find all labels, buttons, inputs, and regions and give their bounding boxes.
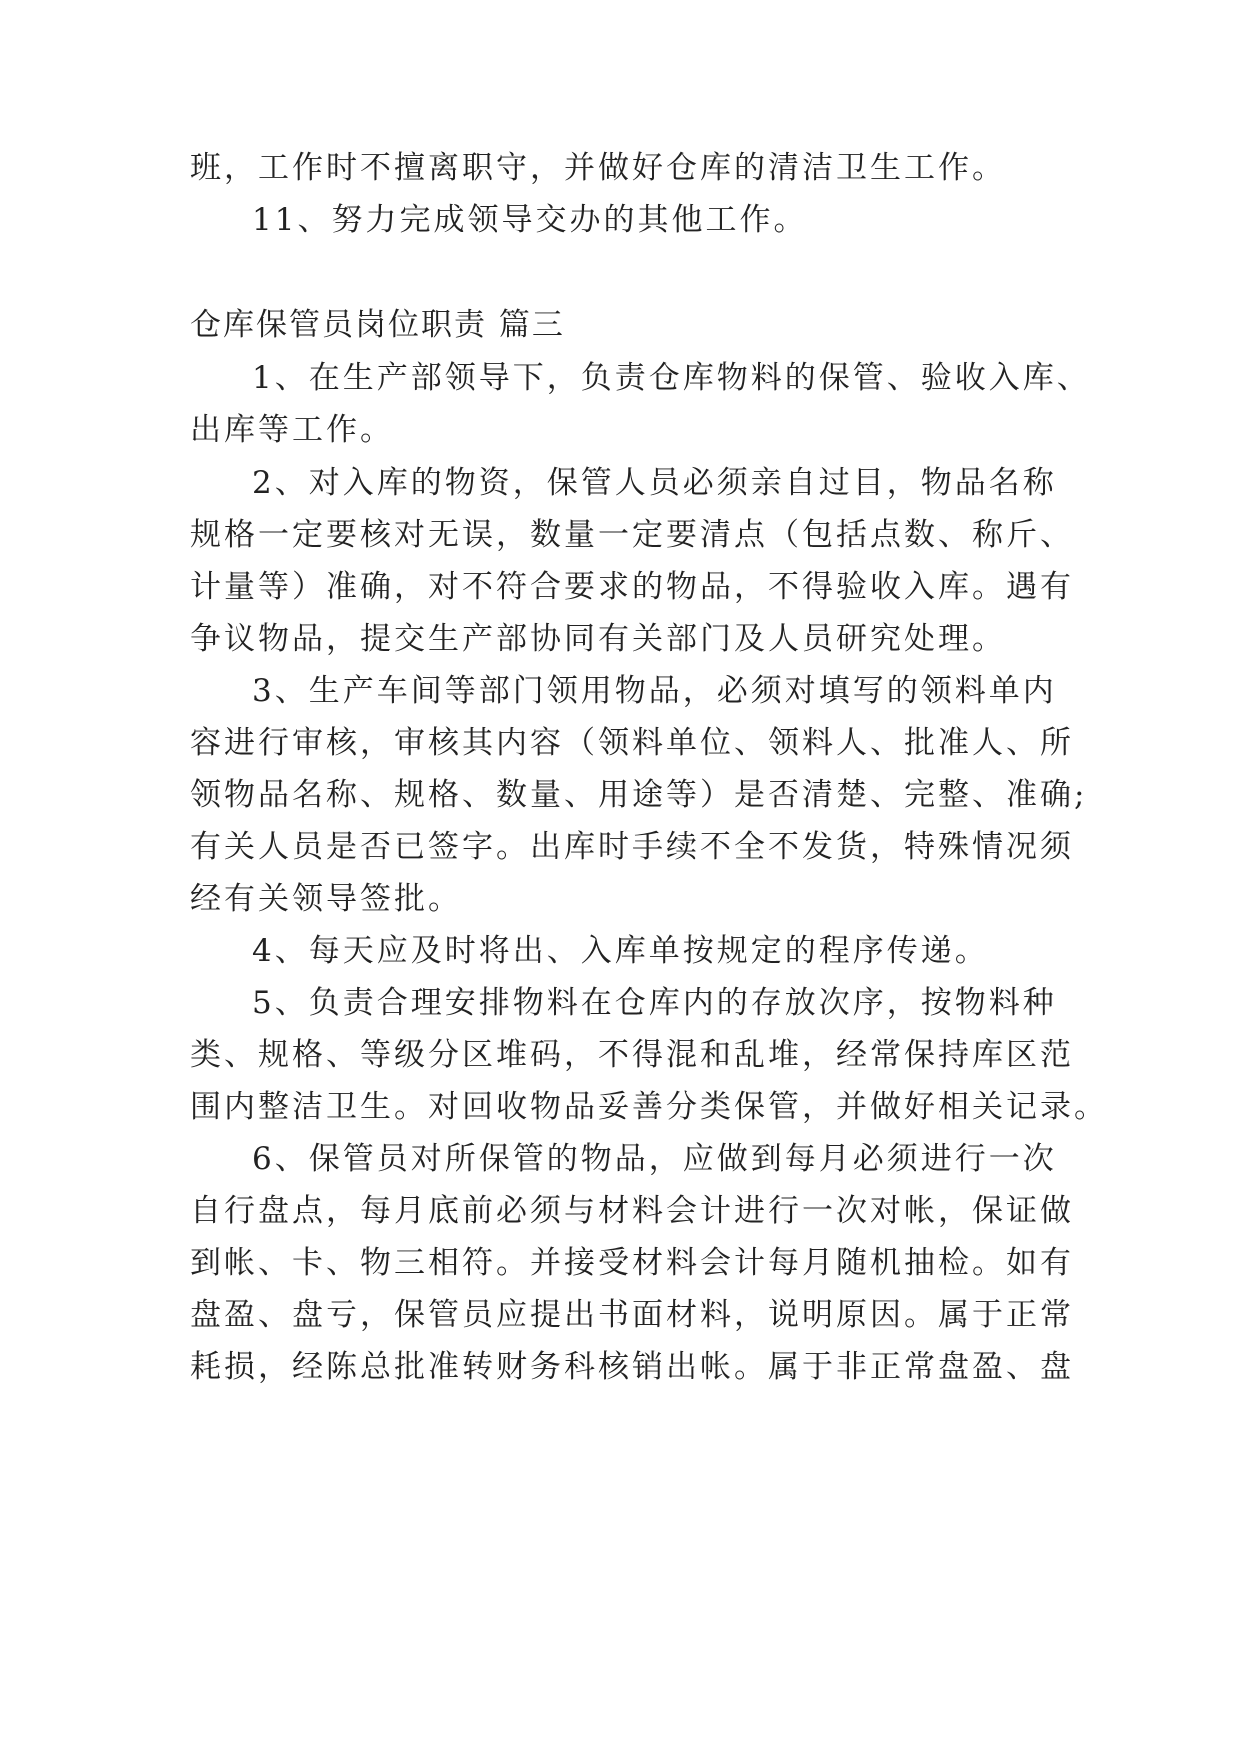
paragraph-3-line-1: 3、生产车间等部门领用物品，必须对填写的领料单内: [252, 673, 1057, 709]
paragraph-6-line-1: 6、保管员对所保管的物品，应做到每月必须进行一次: [252, 1141, 1057, 1177]
paragraph-3-line-5: 经有关领导签批。: [190, 881, 462, 917]
paragraph-11: 11、努力完成领导交办的其他工作。: [252, 202, 808, 238]
paragraph-1-line-2: 出库等工作。: [190, 412, 394, 448]
paragraph-1-line-1: 1、在生产部领导下，负责仓库物料的保管、验收入库、: [252, 360, 1091, 396]
paragraph-5-line-1: 5、负责合理安排物料在仓库内的存放次序，按物料种: [252, 985, 1057, 1021]
paragraph-2-line-4: 争议物品，提交生产部协同有关部门及人员研究处理。: [190, 621, 1006, 657]
paragraph-6-line-4: 盘盈、盘亏，保管员应提出书面材料，说明原因。属于正常: [190, 1297, 1074, 1333]
paragraph-6-line-3: 到帐、卡、物三相符。并接受材料会计每月随机抽检。如有: [190, 1245, 1074, 1281]
paragraph-5-line-3: 围内整洁卫生。对回收物品妥善分类保管，并做好相关记录。: [190, 1089, 1108, 1125]
paragraph-3-line-2: 容进行审核，审核其内容（领料单位、领料人、批准人、所: [190, 725, 1074, 761]
paragraph-2-line-2: 规格一定要核对无误，数量一定要清点（包括点数、称斤、: [190, 517, 1074, 553]
paragraph-6-line-5: 耗损，经陈总批准转财务科核销出帐。属于非正常盘盈、盘: [190, 1349, 1074, 1385]
paragraph-5-line-2: 类、规格、等级分区堆码，不得混和乱堆，经常保持库区范: [190, 1037, 1074, 1073]
paragraph-10-continuation: 班，工作时不擅离职守，并做好仓库的清洁卫生工作。: [190, 150, 1006, 186]
paragraph-3-line-3: 领物品名称、规格、数量、用途等）是否清楚、完整、准确;: [190, 777, 1088, 813]
section-heading: 仓库保管员岗位职责 篇三: [190, 307, 565, 343]
paragraph-2-line-3: 计量等）准确，对不符合要求的物品，不得验收入库。遇有: [190, 569, 1074, 605]
paragraph-4-line-1: 4、每天应及时将出、入库单按规定的程序传递。: [252, 933, 989, 969]
paragraph-3-line-4: 有关人员是否已签字。出库时手续不全不发货，特殊情况须: [190, 829, 1074, 865]
paragraph-6-line-2: 自行盘点，每月底前必须与材料会计进行一次对帐，保证做: [190, 1193, 1074, 1229]
paragraph-2-line-1: 2、对入库的物资，保管人员必须亲自过目，物品名称: [252, 465, 1057, 501]
